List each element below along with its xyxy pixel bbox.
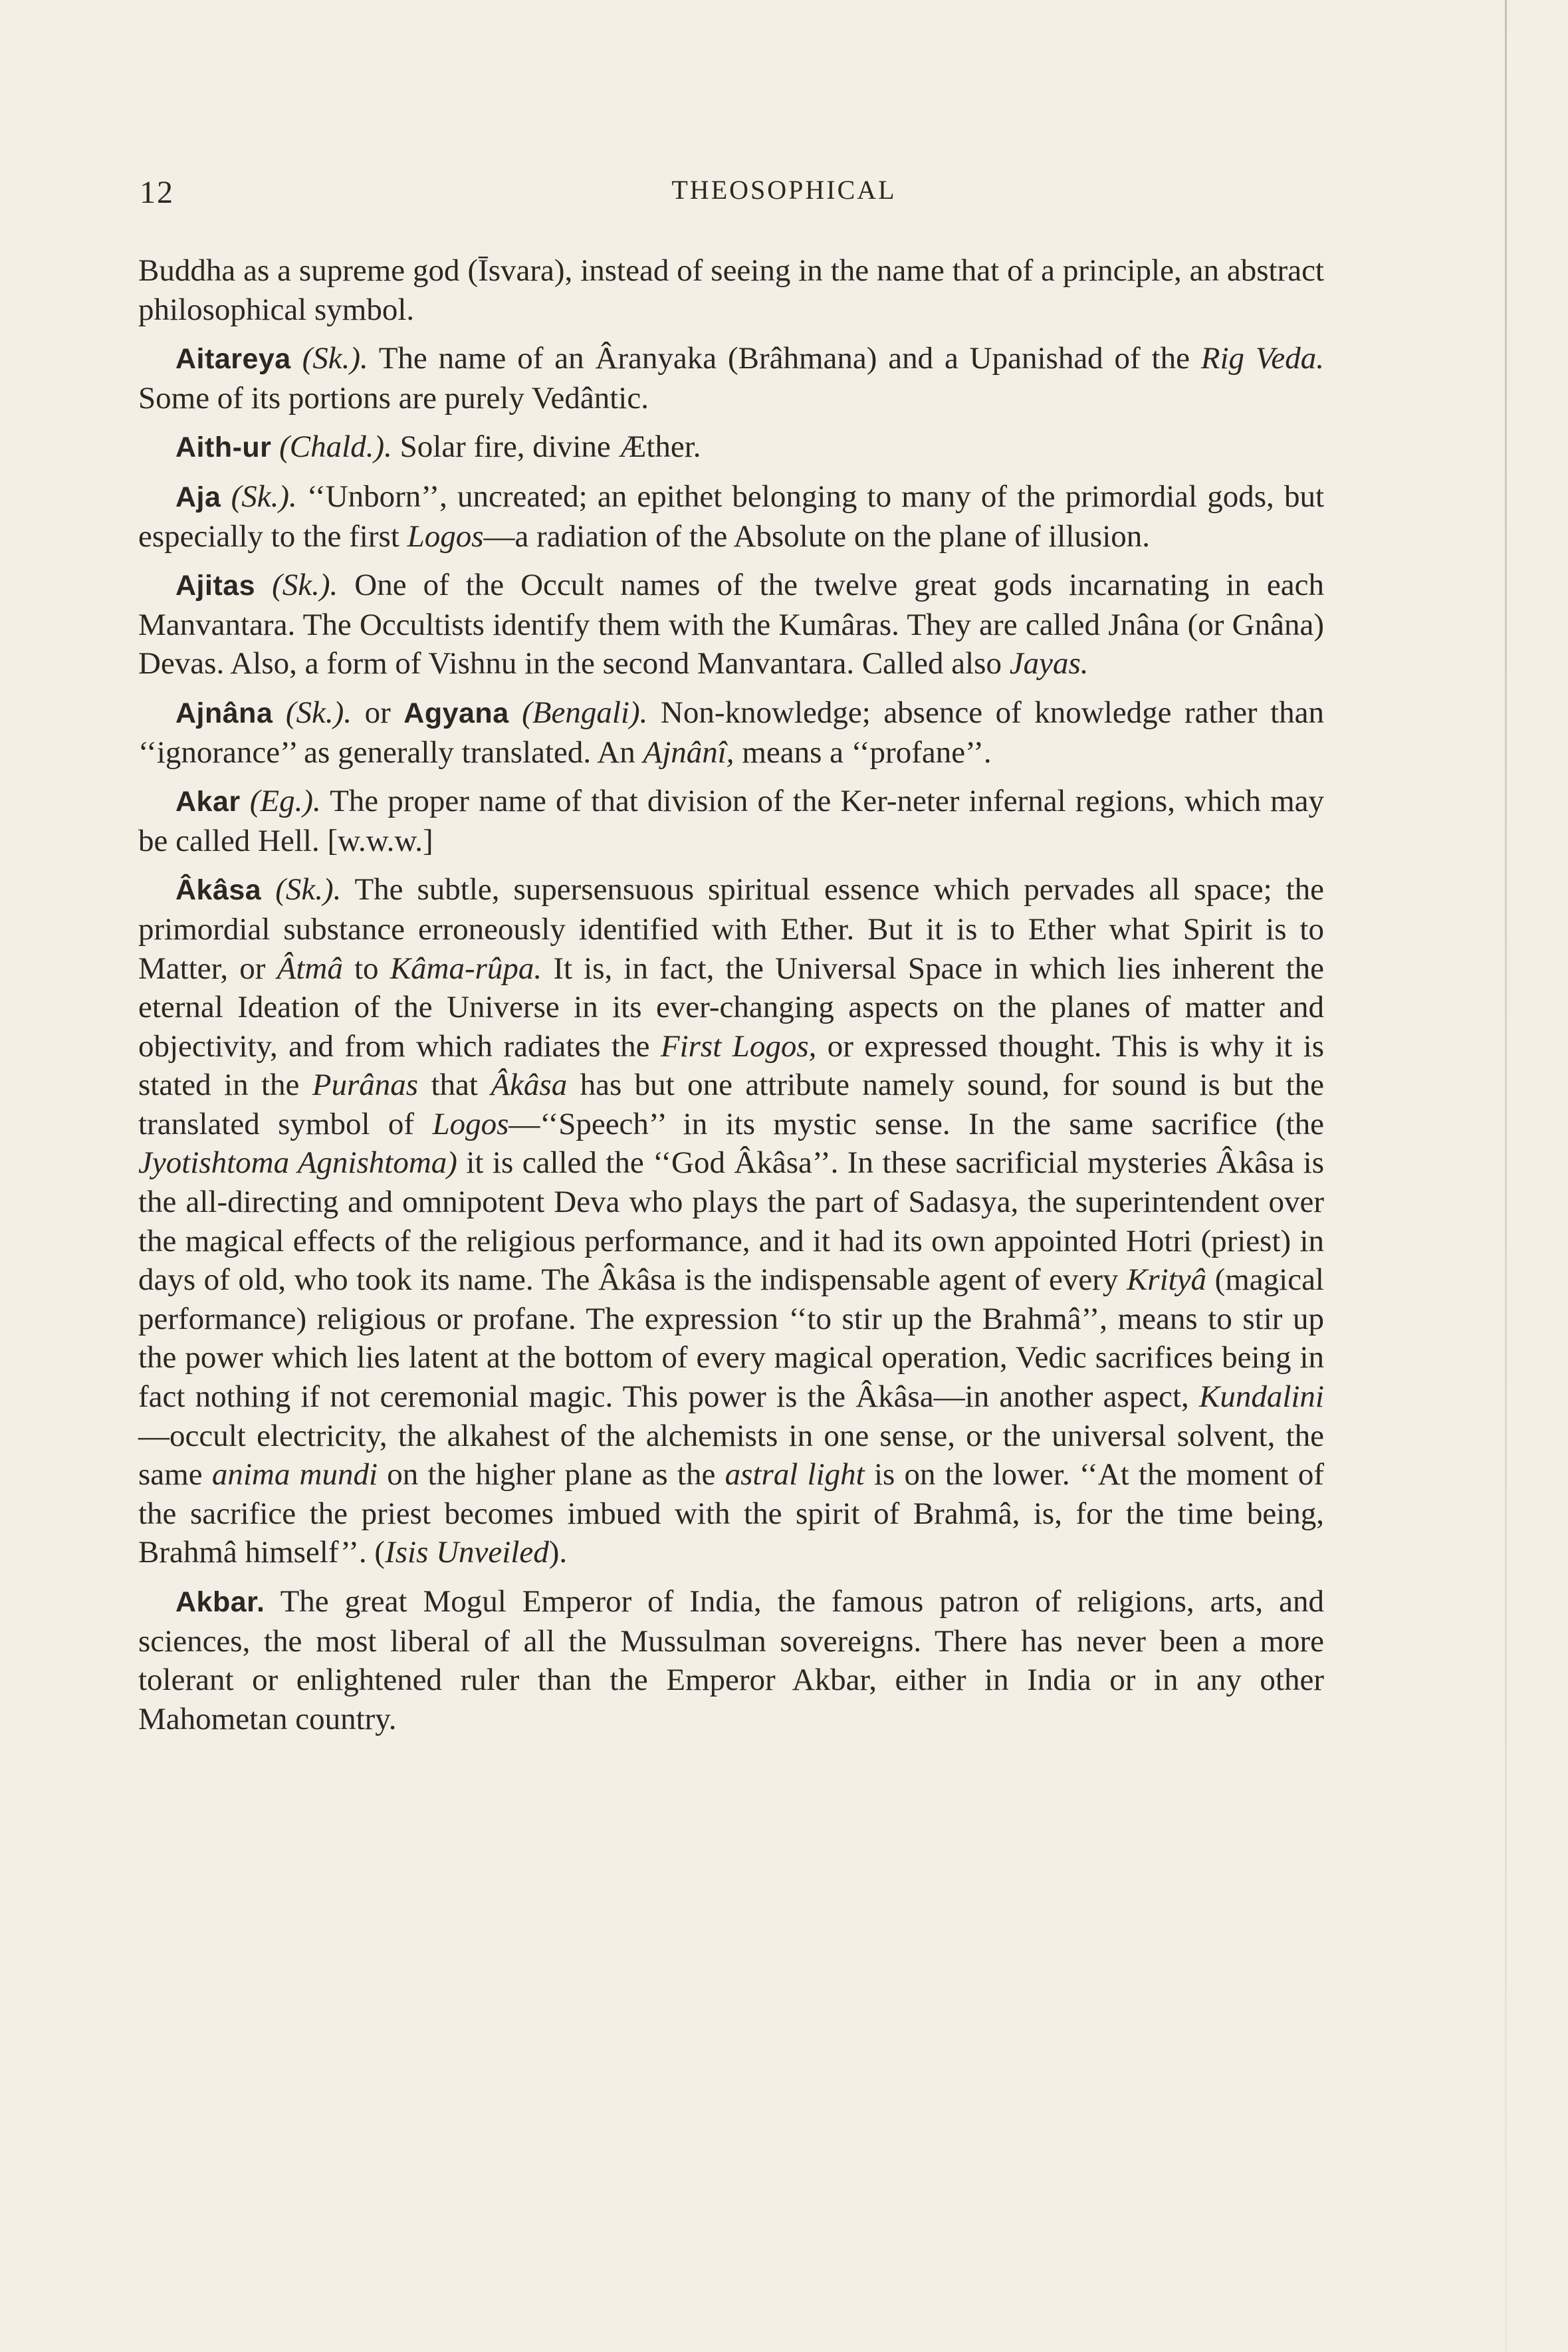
entry-text (261, 872, 275, 907)
italic-text: Âtmâ (277, 951, 343, 986)
headword: Ajitas (175, 570, 256, 602)
headword: Agyana (403, 697, 509, 729)
entry-text (255, 568, 272, 602)
entry-text: or (352, 695, 404, 730)
entry-text (241, 784, 250, 818)
entry-text: is on the lower. ‘‘At the moment of the sacrifice the priest becomes imbued with the spirit of Brahmâ, is, for the time being, Brahmâ himself’’. ( (138, 1457, 1325, 1570)
headword: Aith-ur (175, 431, 272, 464)
italic-text: astral light (725, 1457, 865, 1492)
entry-text (509, 695, 522, 730)
entry-text: The great Mogul Emperor of India, the famous patron of religions, arts, and sciences, the most liberal of all the Mussulman sovereigns. There has never been a more tolerant or enlightened ruler than the Emperor Akbar, either in India or in any other Mahometan country. (138, 1584, 1324, 1736)
entry-text: Some of its portions are purely Vedântic. (138, 380, 649, 415)
entry-aitareya (138, 339, 1324, 417)
italic-text: First Logos, (660, 1028, 817, 1064)
entry-text (273, 695, 286, 730)
entry-text: or expressed thought. This is why it is stated in the (138, 1028, 1325, 1103)
entry-text: —a radiation of the Absolute on the plane of illusion. (483, 519, 1151, 554)
entry-text: —‘‘Speech’’ in its mystic sense. In the same sacrifice (the (508, 1106, 1324, 1141)
italic-text: Logos (407, 519, 484, 554)
entry-text: Buddha as a supreme god (Īsvara), instead of seeing in the name that of a principle, an abstract philosophical symbol. (138, 253, 1324, 327)
entry-text: Solar fire, divine Æther. (392, 429, 701, 465)
italic-text: Jayas. (1009, 646, 1089, 681)
italic-text: (Sk.). (231, 479, 297, 514)
italic-text: Jyotishtoma Agnishtoma) (138, 1145, 457, 1181)
entry-text: The name of an Âranyaka (Brâhmana) and a Upanishad of the (368, 341, 1201, 376)
entry-text: has but one attribute namely sound, for sound is but the translated symbol of (138, 1068, 1324, 1141)
entry-text: ‘‘Unborn’’, uncreated; an epithet belonging to many of the primordial gods, but especially to the first (138, 479, 1324, 554)
italic-text: (Sk.). (302, 341, 368, 376)
entry-ajnana (138, 693, 1324, 772)
italic-text: Logos (432, 1106, 509, 1141)
running-title: THEOSOPHICAL (671, 175, 897, 205)
headword: Ajnâna (175, 697, 273, 729)
italic-text: Kundalini (1198, 1379, 1324, 1415)
entry-akbar (138, 1582, 1324, 1738)
glossary-text (138, 251, 1324, 1748)
italic-text: Âkâsa (491, 1068, 568, 1103)
entry-aja (138, 477, 1324, 556)
italic-text: (Eg.). (249, 784, 321, 819)
italic-text: (Chald.). (279, 429, 392, 465)
entry-text: One of the Occult names of the twelve great gods incarnating in each Manvantara. The Occultists identify them with the Kumâras. They are called Jnâna (or Gnâna) Devas. Also, a form of Vishnu in the second Manvantara. Called also (138, 568, 1325, 681)
entry-text: —occult electricity, the alkahest of the alchemists in one sense, or the universal solvent, the same (138, 1418, 1324, 1492)
page-edge-shadow (1505, 0, 1507, 2352)
italic-text: Kâma-rûpa. (390, 951, 542, 986)
entry-text: that (418, 1068, 491, 1103)
page-number: 12 (140, 175, 174, 210)
entry-text: on the higher plane as the (378, 1457, 725, 1492)
entry-text: means a ‘‘profane’’. (734, 735, 992, 770)
italic-text: (Sk.). (285, 695, 352, 730)
entry-aith-ur (138, 427, 1324, 467)
entry-text: It is, in fact, the Universal Space in which lies inherent the eternal Ideation of the Universe in its ever-changing aspects on the planes of matter and objectivity, and from which radiates the (138, 951, 1324, 1064)
entry-akar (138, 782, 1324, 860)
headword: Akbar. (175, 1586, 265, 1618)
entry-text: (magical performance) religious or profane. The expression ‘‘to stir up the Brahmâ’’, means to stir up the power which lies latent at the bottom of every magical operation, Vedic sacrifices being in fact nothing if not ceremonial magic. This power is the Âkâsa—in another aspect, (138, 1262, 1324, 1415)
entry-text: The proper name of that division of the Ker-neter infernal regions, which may be called Hell. [w.w.w.] (138, 784, 1324, 858)
entry-text: it is called the ‘‘God Âkâsa’’. In these sacrificial mysteries Âkâsa is the all-directing and omnipotent Deva who plays the part of Sadasya, the superintendent over the magical effects of the religious performance, and it had its own appointed Hotri (priest) in days of old, who took its name. The Âkâsa is the indispensable agent of every (138, 1145, 1324, 1298)
italic-text: (Sk.). (275, 872, 342, 907)
italic-text: Rig Veda. (1200, 341, 1325, 376)
italic-text: Ajnânî, (643, 735, 734, 770)
entry-text: The subtle, supersensuous spiritual essence which pervades all space; the primordial substance erroneously identified with Ether. But it is to Ether what Spirit is to Matter, or (138, 872, 1325, 986)
entry-text (291, 341, 302, 376)
entry-text: ). (548, 1535, 568, 1570)
italic-text: Purânas (312, 1068, 419, 1103)
italic-text: (Bengali). (522, 695, 648, 730)
entry-text: Non-knowledge; absence of knowledge rather than ‘‘ignorance’’ as generally translated. An (138, 695, 1325, 770)
italic-text: (Sk.). (272, 568, 338, 603)
headword: Aja (175, 481, 221, 513)
entry-buddha-continuation (138, 251, 1324, 329)
italic-text: anima mundi (211, 1457, 378, 1492)
entry-text (221, 479, 231, 514)
headword: Aitareya (175, 343, 291, 376)
headword: Âkâsa (175, 874, 262, 907)
entry-text (271, 429, 279, 464)
italic-text: Isis Unveiled (385, 1535, 549, 1570)
headword: Akar (175, 786, 241, 818)
entry-akasa (138, 870, 1324, 1572)
italic-text: Krityâ (1126, 1262, 1207, 1298)
entry-ajitas (138, 566, 1324, 683)
entry-text: to (342, 951, 390, 986)
